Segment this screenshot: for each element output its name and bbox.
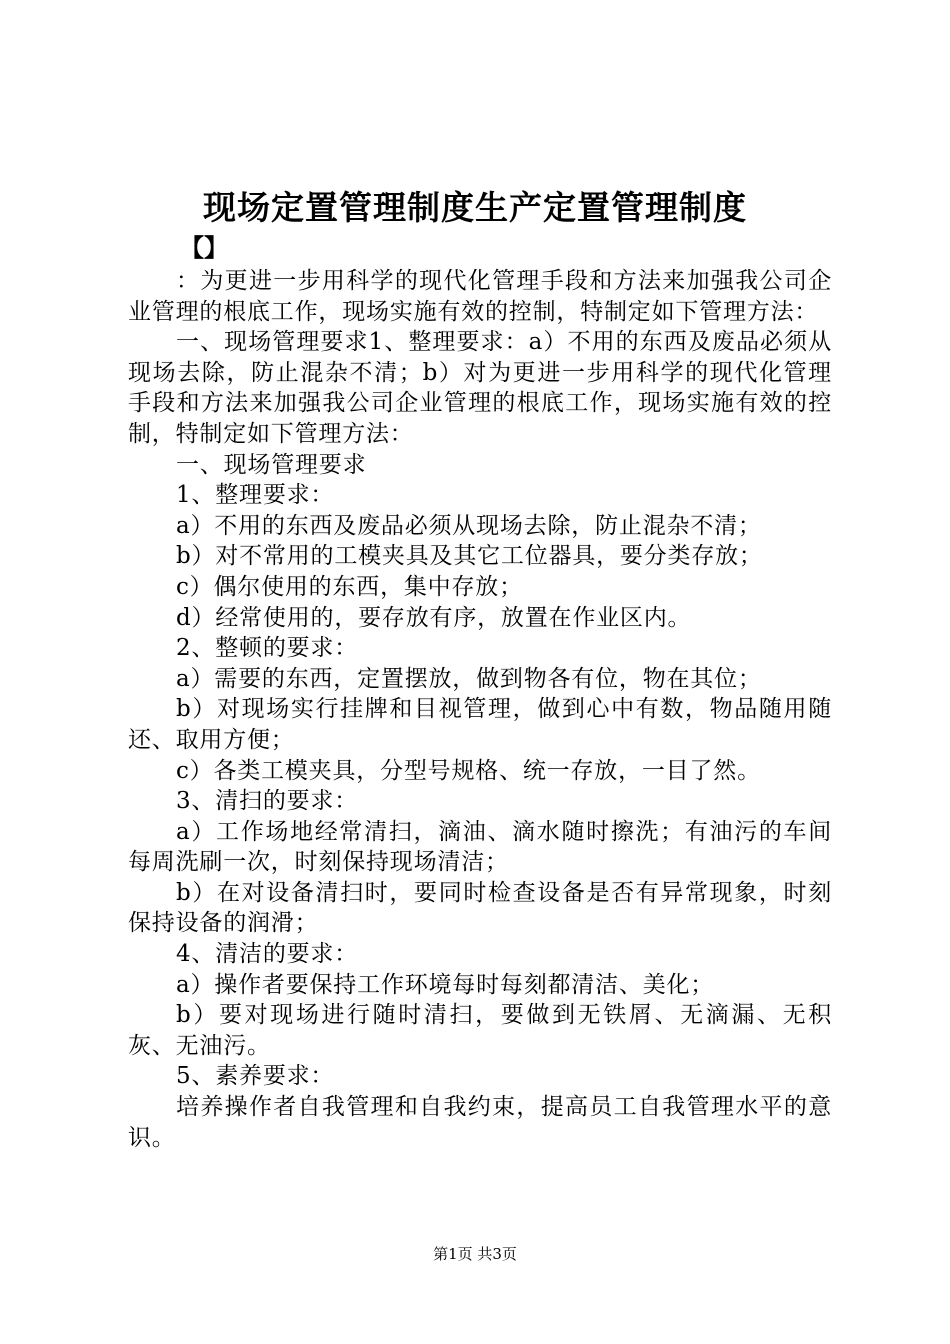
section-heading: 一、现场管理要求: [176, 451, 367, 478]
paragraph: ：为更进一步用科学的现代化管理手段和方法来加强我公司企业管理的根底工作，现场实施有效的控制，特制定如下管理方法：: [128, 268, 832, 325]
list-item: b）对现场实行挂牌和目视管理，做到心中有数，物品随用随还、取用方便；: [128, 696, 832, 753]
subsection-heading: 4、清洁的要求：: [176, 941, 359, 968]
document-title: 现场定置管理制度生产定置管理制度: [203, 188, 747, 227]
subsection-heading: 2、整顿的要求：: [176, 635, 359, 662]
list-item: a）需要的东西，定置摆放，做到物各有位，物在其位；: [176, 665, 762, 692]
list-item: b）要对现场进行随时清扫，要做到无铁屑、无滴漏、无积灰、无油污。: [128, 1002, 832, 1059]
list-item: a）不用的东西及废品必须从现场去除，防止混杂不清；: [176, 512, 762, 539]
list-item: b）在对设备清扫时，要同时检查设备是否有异常现象，时刻保持设备的润滑；: [128, 879, 832, 937]
subsection-heading: 1、整理要求：: [176, 482, 335, 509]
page-number: 第1页 共3页: [433, 1245, 517, 1263]
list-item: b）对不常用的工模夹具及其它工位器具，要分类存放；: [176, 543, 763, 570]
list-item: c）偶尔使用的东西，集中存放；: [176, 573, 523, 600]
paragraph: 培养操作者自我管理和自我约束，提高员工自我管理水平的意识。: [128, 1094, 832, 1151]
subsection-heading: 3、清扫的要求：: [176, 788, 359, 815]
title-bracket: 【】: [180, 233, 228, 262]
subsection-heading: 5、素养要求：: [176, 1063, 335, 1090]
list-item: d）经常使用的，要存放有序，放置在作业区内。: [176, 604, 692, 631]
list-item: c）各类工模夹具，分型号规格、统一存放，一目了然。: [176, 757, 761, 784]
list-item: a）操作者要保持工作环境每时每刻都清洁、美化；: [176, 971, 715, 998]
document-body: [128, 266, 832, 1153]
paragraph: 一、现场管理要求1、整理要求：a）不用的东西及废品必须从现场去除，防止混杂不清；b）对为更进一步用科学的现代化管理手段和方法来加强我公司企业管理的根底工作，现场实施有效的控制，特制定如下管理方法：: [128, 329, 832, 447]
list-item: a）工作场地经常清扫，滴油、滴水随时擦洗；有油污的车间每周洗刷一次，时刻保持现场清洁；: [128, 818, 832, 876]
